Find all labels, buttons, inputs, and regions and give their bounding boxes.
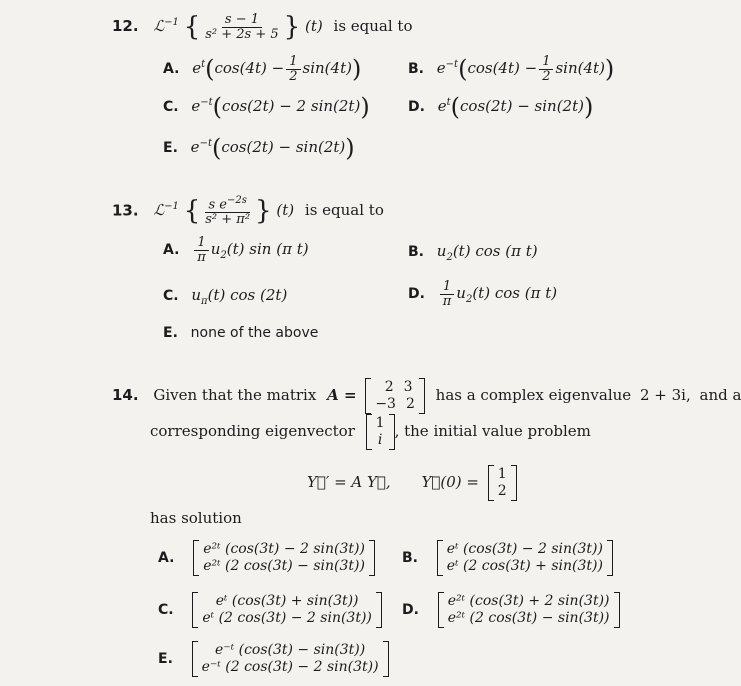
q14-ivp	[307, 465, 517, 501]
q12-option-e[interactable]: E. $e^{-t}(\cos(2t) - \sin(2t))$	[163, 134, 355, 162]
q14-option-e[interactable]: E. e⁻ᵗ (cos(3t) − sin(3t)) e⁻ᵗ (2 cos(3t) − 2 sin(3t))	[158, 641, 389, 677]
q14-has-solution: has solution	[150, 509, 242, 527]
q14-ic-vector: 1 2	[488, 465, 517, 501]
q12-tail: is equal to	[333, 17, 413, 35]
q12-inverse-sup: −1	[164, 17, 179, 28]
q13-option-a[interactable]: A. $\frac{1}{\pi}$ $u_2(t)$ sin (π t)	[163, 235, 309, 265]
q14-option-b[interactable]: B. eᵗ (cos(3t) − 2 sin(3t)) eᵗ (2 cos(3t) + sin(3t))	[402, 540, 613, 576]
q13-option-c[interactable]: C. $u_\pi(t)$ cos (2t)	[163, 286, 288, 307]
q14-initial-condition: Y⃗(0) =	[421, 472, 479, 491]
q14-eigenvector: 1 i	[366, 414, 395, 450]
q14-matrix-a: 2 3 −3 2	[365, 378, 425, 414]
q14-number: 14.	[112, 385, 139, 404]
q14-option-c[interactable]: C. eᵗ (cos(3t) + sin(3t)) eᵗ (2 cos(3t) − 2 sin(3t))	[158, 592, 382, 628]
q12-option-a[interactable]: A. $e^t(\cos(4t)$ − $\frac{1}{2}$ sin(4t))	[163, 54, 362, 84]
q13-option-b[interactable]: B. $u_2(t)$ cos (π t)	[408, 242, 538, 263]
q14-option-d[interactable]: D. e²ᵗ (cos(3t) + 2 sin(3t)) e²ᵗ (2 cos(3t) − sin(3t))	[402, 592, 620, 628]
q12-number: 12.	[112, 17, 139, 35]
q13-number: 13.	[112, 201, 139, 220]
q14-option-a[interactable]: A. e²ᵗ (cos(3t) − 2 sin(3t)) e²ᵗ (2 cos(3t) − sin(3t))	[158, 540, 375, 576]
q14-stem-line1: 14. Given that the matrix A = 2 3 −3 2 has a complex eigenvalue 2 + 3i, and a	[112, 379, 741, 412]
q13-option-e[interactable]: E. none of the above	[163, 325, 319, 341]
q13-laplace-op: ℒ	[153, 201, 165, 220]
q13-stem: 13. ℒ$^{-1}$ { $\frac{s e^{-2s}}{\text{s² + π²}}$ } (t) is equal to	[112, 195, 384, 227]
q13-option-d[interactable]: D. $\frac{1}{\pi}$ $u_2(t)$ cos (π t)	[408, 279, 558, 309]
q14-eigenvalue: 2 + 3i,	[639, 385, 691, 404]
q12-stem: 12. ℒ$^{-1}$ { $\frac{s - 1}{\text{s² + 2s + 5}}$ } (t) is equal to	[112, 11, 413, 42]
q14-ode: Y⃗′ = A Y⃗,	[307, 472, 391, 491]
q12-option-c[interactable]: C. $e^{-t}(\cos(2t) - 2$ sin(2t))	[163, 93, 370, 121]
q14-stem-line2: corresponding eigenvector 1 i , the initial value problem	[150, 415, 591, 448]
q12-fraction: $\frac{s - 1}{\text{s² + 2s + 5}}$	[205, 11, 279, 42]
q13-fraction: $\frac{s e^{-2s}}{\text{s² + π²}}$	[205, 195, 251, 227]
q12-option-d[interactable]: D. $e^t(\cos(2t) - \sin(2t))$	[408, 93, 594, 121]
q12-arg: (t)	[305, 17, 323, 35]
q12-laplace-op: ℒ	[153, 17, 165, 35]
q12-option-b[interactable]: B. $e^{-t}(\cos(4t)$ − $\frac{1}{2}$ sin(4t))	[408, 54, 615, 84]
